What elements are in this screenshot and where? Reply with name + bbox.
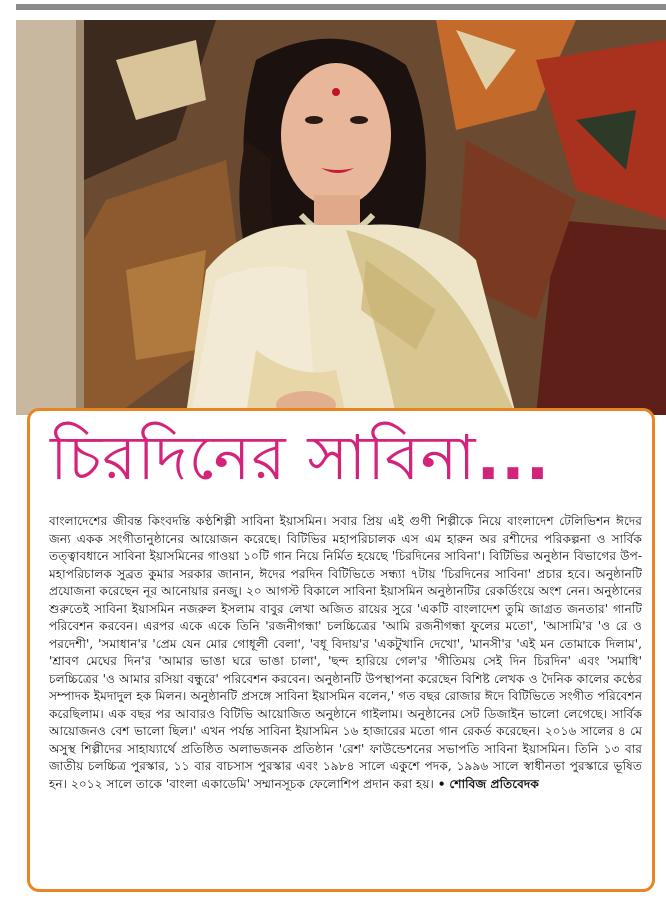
top-rule bbox=[16, 4, 666, 10]
byline-bullet: • bbox=[437, 776, 446, 791]
article-body bbox=[49, 513, 642, 883]
article-byline: শোবিজ প্রতিবেদক bbox=[449, 776, 539, 791]
headline-ellipsis: ... bbox=[476, 421, 551, 494]
article-body-text: বাংলাদেশের জীবন্ত কিংবদন্তি কণ্ঠশিল্পী সাবিনা ইয়াসমিন। সবার প্রিয় এই গুণী শিল্পীকে নিয়ে বাংলাদেশ টেলিভিশন ঈদের জন্য একক সংগীতানুষ্ঠানের আয়োজন করেছে। বিটিভির মহাপরিচালক এস এম হারুন অর রশীদের পরিকল্পনা ও সার্বিক তত্ত্বাবধানে সাবিনা ইয়াসমিনের গাওয়া ১০টি গান নিয়ে নির্মিত হয়েছে 'চিরদিনের সাবিনা'। বিটিভির অনুষ্ঠান বিভাগের উপ-মহাপরিচালক সুব্রত কুমার সরকার জানান, ঈদের পরদিন বিটিভিতে সন্ধ্যা ৭টায় 'চিরদিনের সাবিনা' প্রচার হবে। অনুষ্ঠানটি প্রযোজনা করেছেন নূর আনোয়ার রনজু। ২০ আগস্ট বিকালে সাবিনা ইয়াসমিন অনুষ্ঠানটির রেকর্ডিংয়ে অংশ নেন। অনুষ্ঠানের শুরুতেই সাবিনা ইয়াসমিন নজরুল ইসলাম বাবুর লেখা অজিত রায়ের সুরে 'একটি বাংলাদেশ তুমি জাগ্রত জনতার' গানটি পরিবেশন করবেন। এরপর একে একে তিনি 'রজনীগন্ধা' চলচ্চিত্রের 'আমি রজনীগন্ধা ফুলের মতো', 'আসামি'র 'ও রে ও পরদেশী', 'সমাধান'র 'প্রেম যেন মোর গোধূলী বেলা', 'বধূ বিদায়'র 'একটুখানি দেখো', 'মানসী'র 'এই মন তোমাকে দিলাম', 'শ্রাবণ মেঘের দিন'র 'আমার ভাঙা ঘরে ভাঙা চালা', 'ছন্দ হারিয়ে গেল'র 'গীতিময় সেই দিন চিরদিন' এবং 'সমাধি' চলচ্চিত্রের 'ও আমার রসিয়া বন্ধুরে' পরিবেশন করবেন। অনুষ্ঠানটি উপস্থাপনা করেছেন বিশিষ্ট লেখক ও দৈনিক কালের কণ্ঠের সম্পাদক ইমদাদুল হক মিলন। অনুষ্ঠানটি প্রসঙ্গে সাবিনা ইয়াসমিন বলেন,' গত বছর রোজার ঈদে বিটিভিতে সংগীত পরিবেশন করেছিলাম। এক বছর পর আবারও বিটিভি আয়োজিত অনুষ্ঠানে গাইলাম। অনুষ্ঠানের সেট ডিজাইন ভালো লেগেছে। সার্বিক আয়োজনও বেশ ভালো ছিল।' এখন পর্যন্ত সাবিনা ইয়াসমিন ১৬ হাজারের মতো গান রেকর্ড করেছেন। ২০১৬ সালের ৪ মে অসুস্থ শিল্পীদের সাহায্যার্থে প্রতিষ্ঠিত অলাভজনক প্রতিষ্ঠান 'রেশ' ফাউন্ডেশনের সভাপতি সাবিনা ইয়াসমিন। তিনি ১৩ বার জাতীয় চলচ্চিত্র পুরস্কার, ১১ বার বাচসাস পুরস্কার এবং ১৯৮৪ সালে একুশে পদক, ১৯৯৬ সালে স্বাধীনতা পুরস্কারে ভূষিত হন। ২০১২ সালে তাকে 'বাংলা একাডেমি' সম্মানসূচক ফেলোশিপ প্রদান করা হয়। bbox=[49, 514, 642, 791]
headline-text: চিরদিনের সাবিনা bbox=[50, 421, 477, 494]
singer-portrait bbox=[16, 20, 666, 415]
article-photo bbox=[16, 20, 666, 415]
article-headline bbox=[50, 418, 610, 498]
